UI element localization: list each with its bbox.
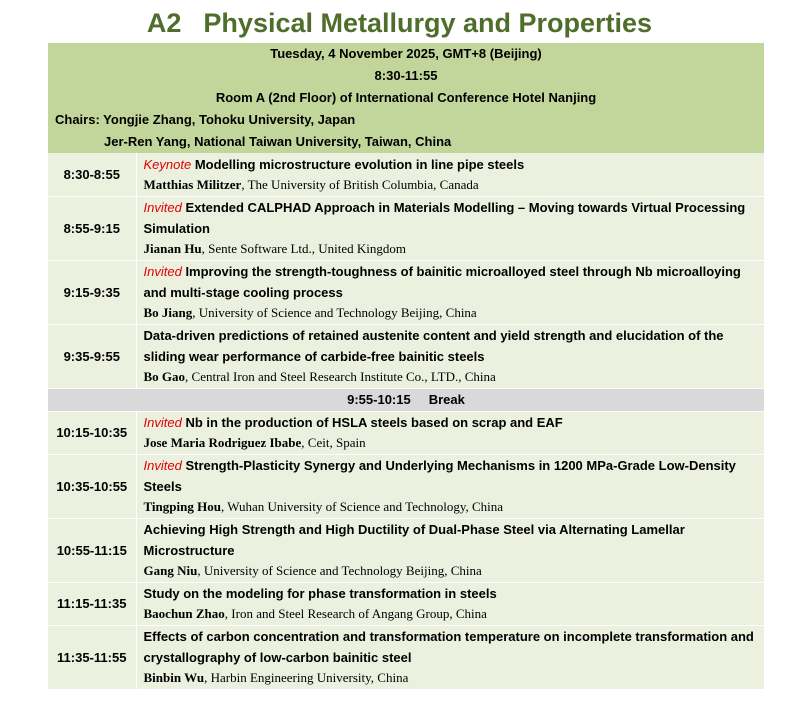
session-code: A2 — [146, 8, 182, 38]
session-title: Physical Metallurgy and Properties — [203, 8, 653, 38]
talk-time: 11:15-11:35 — [48, 582, 136, 625]
break-row — [48, 388, 764, 411]
talk-row — [48, 582, 764, 625]
talk-time: 10:55-11:15 — [48, 518, 136, 582]
talk-row — [48, 411, 764, 454]
talk-tag: Invited — [143, 458, 182, 473]
break-time: 9:55-10:15 — [347, 391, 411, 407]
talk-time: 9:35-9:55 — [48, 324, 136, 388]
talk-title: Invited Extended CALPHAD Approach in Materials Modelling – Moving towards Virtual Processing Simulation — [143, 200, 746, 236]
talk-author: Baochun Zhao, Iron and Steel Research of Angang Group, China — [143, 606, 487, 621]
talk-title: Effects of carbon concentration and transformation temperature on incomplete transformation and crystallography of low-carbon bainitic steel — [143, 629, 754, 665]
break-label: Break — [428, 391, 465, 407]
talk-title: Invited Nb in the production of HSLA steels based on scrap and EAF — [143, 415, 563, 430]
talk-row — [48, 153, 764, 196]
talk-author: Gang Niu, University of Science and Technology Beijing, China — [143, 563, 482, 578]
talk-row — [48, 260, 764, 324]
talk-tag: Invited — [143, 200, 182, 215]
talk-author: Jianan Hu, Sente Software Ltd., United Kingdom — [143, 241, 407, 256]
talk-time: 10:15-10:35 — [48, 411, 136, 454]
talk-author: Matthias Militzer, The University of British Columbia, Canada — [143, 176, 479, 192]
talk-time: 10:35-10:55 — [48, 454, 136, 518]
talk-tag: Invited — [143, 264, 182, 279]
session-date: Tuesday, 4 November 2025, GMT+8 (Beijing) — [270, 46, 542, 61]
session-time: 8:30-11:55 — [374, 68, 438, 83]
talk-author: Tingping Hou, Wuhan University of Science and Technology, China — [143, 499, 504, 514]
talk-row — [48, 518, 764, 582]
talk-title: Achieving High Strength and High Ductility of Dual-Phase Steel via Alternating Lamellar Microstructure — [143, 522, 685, 558]
talk-title: Invited Strength-Plasticity Synergy and Underlying Mechanisms in 1200 MPa-Grade Low-Density Steels — [143, 458, 736, 494]
talk-time: 8:55-9:15 — [48, 196, 136, 260]
talk-row — [48, 625, 764, 689]
talk-time: 9:15-9:35 — [48, 260, 136, 324]
talk-time: 8:30-8:55 — [48, 153, 136, 196]
talk-author: Bo Jiang, University of Science and Technology Beijing, China — [143, 305, 477, 320]
talk-author: Bo Gao, Central Iron and Steel Research Institute Co., LTD., China — [143, 369, 496, 384]
talk-tag: Invited — [143, 415, 182, 430]
talk-title: Invited Improving the strength-toughness of bainitic microalloyed steel through Nb microalloying and multi-stage cooling process — [143, 264, 741, 300]
talk-row — [48, 454, 764, 518]
talk-row — [48, 196, 764, 260]
talk-time: 11:35-11:55 — [48, 625, 136, 689]
chair-primary: Chairs: Yongjie Zhang, Tohoku University, Japan — [55, 112, 356, 127]
talk-title: Data-driven predictions of retained austenite content and yield strength and elucidation of the sliding wear performance of carbide-free bainitic steels — [143, 328, 724, 364]
page-title — [0, 6, 799, 40]
talk-author: Binbin Wu, Harbin Engineering University, China — [143, 670, 409, 685]
talk-title: Keynote Modelling microstructure evolution in line pipe steels — [143, 156, 525, 172]
schedule-table — [48, 43, 764, 690]
talk-title: Study on the modeling for phase transformation in steels — [143, 586, 497, 601]
talk-tag: Keynote — [143, 156, 192, 172]
session-room: Room A (2nd Floor) of International Conference Hotel Nanjing — [215, 90, 597, 105]
chair-secondary: Jer-Ren Yang, National Taiwan University, Taiwan, China — [104, 134, 452, 149]
talk-row — [48, 324, 764, 388]
talk-author: Jose Maria Rodriguez Ibabe, Ceit, Spain — [143, 435, 366, 450]
